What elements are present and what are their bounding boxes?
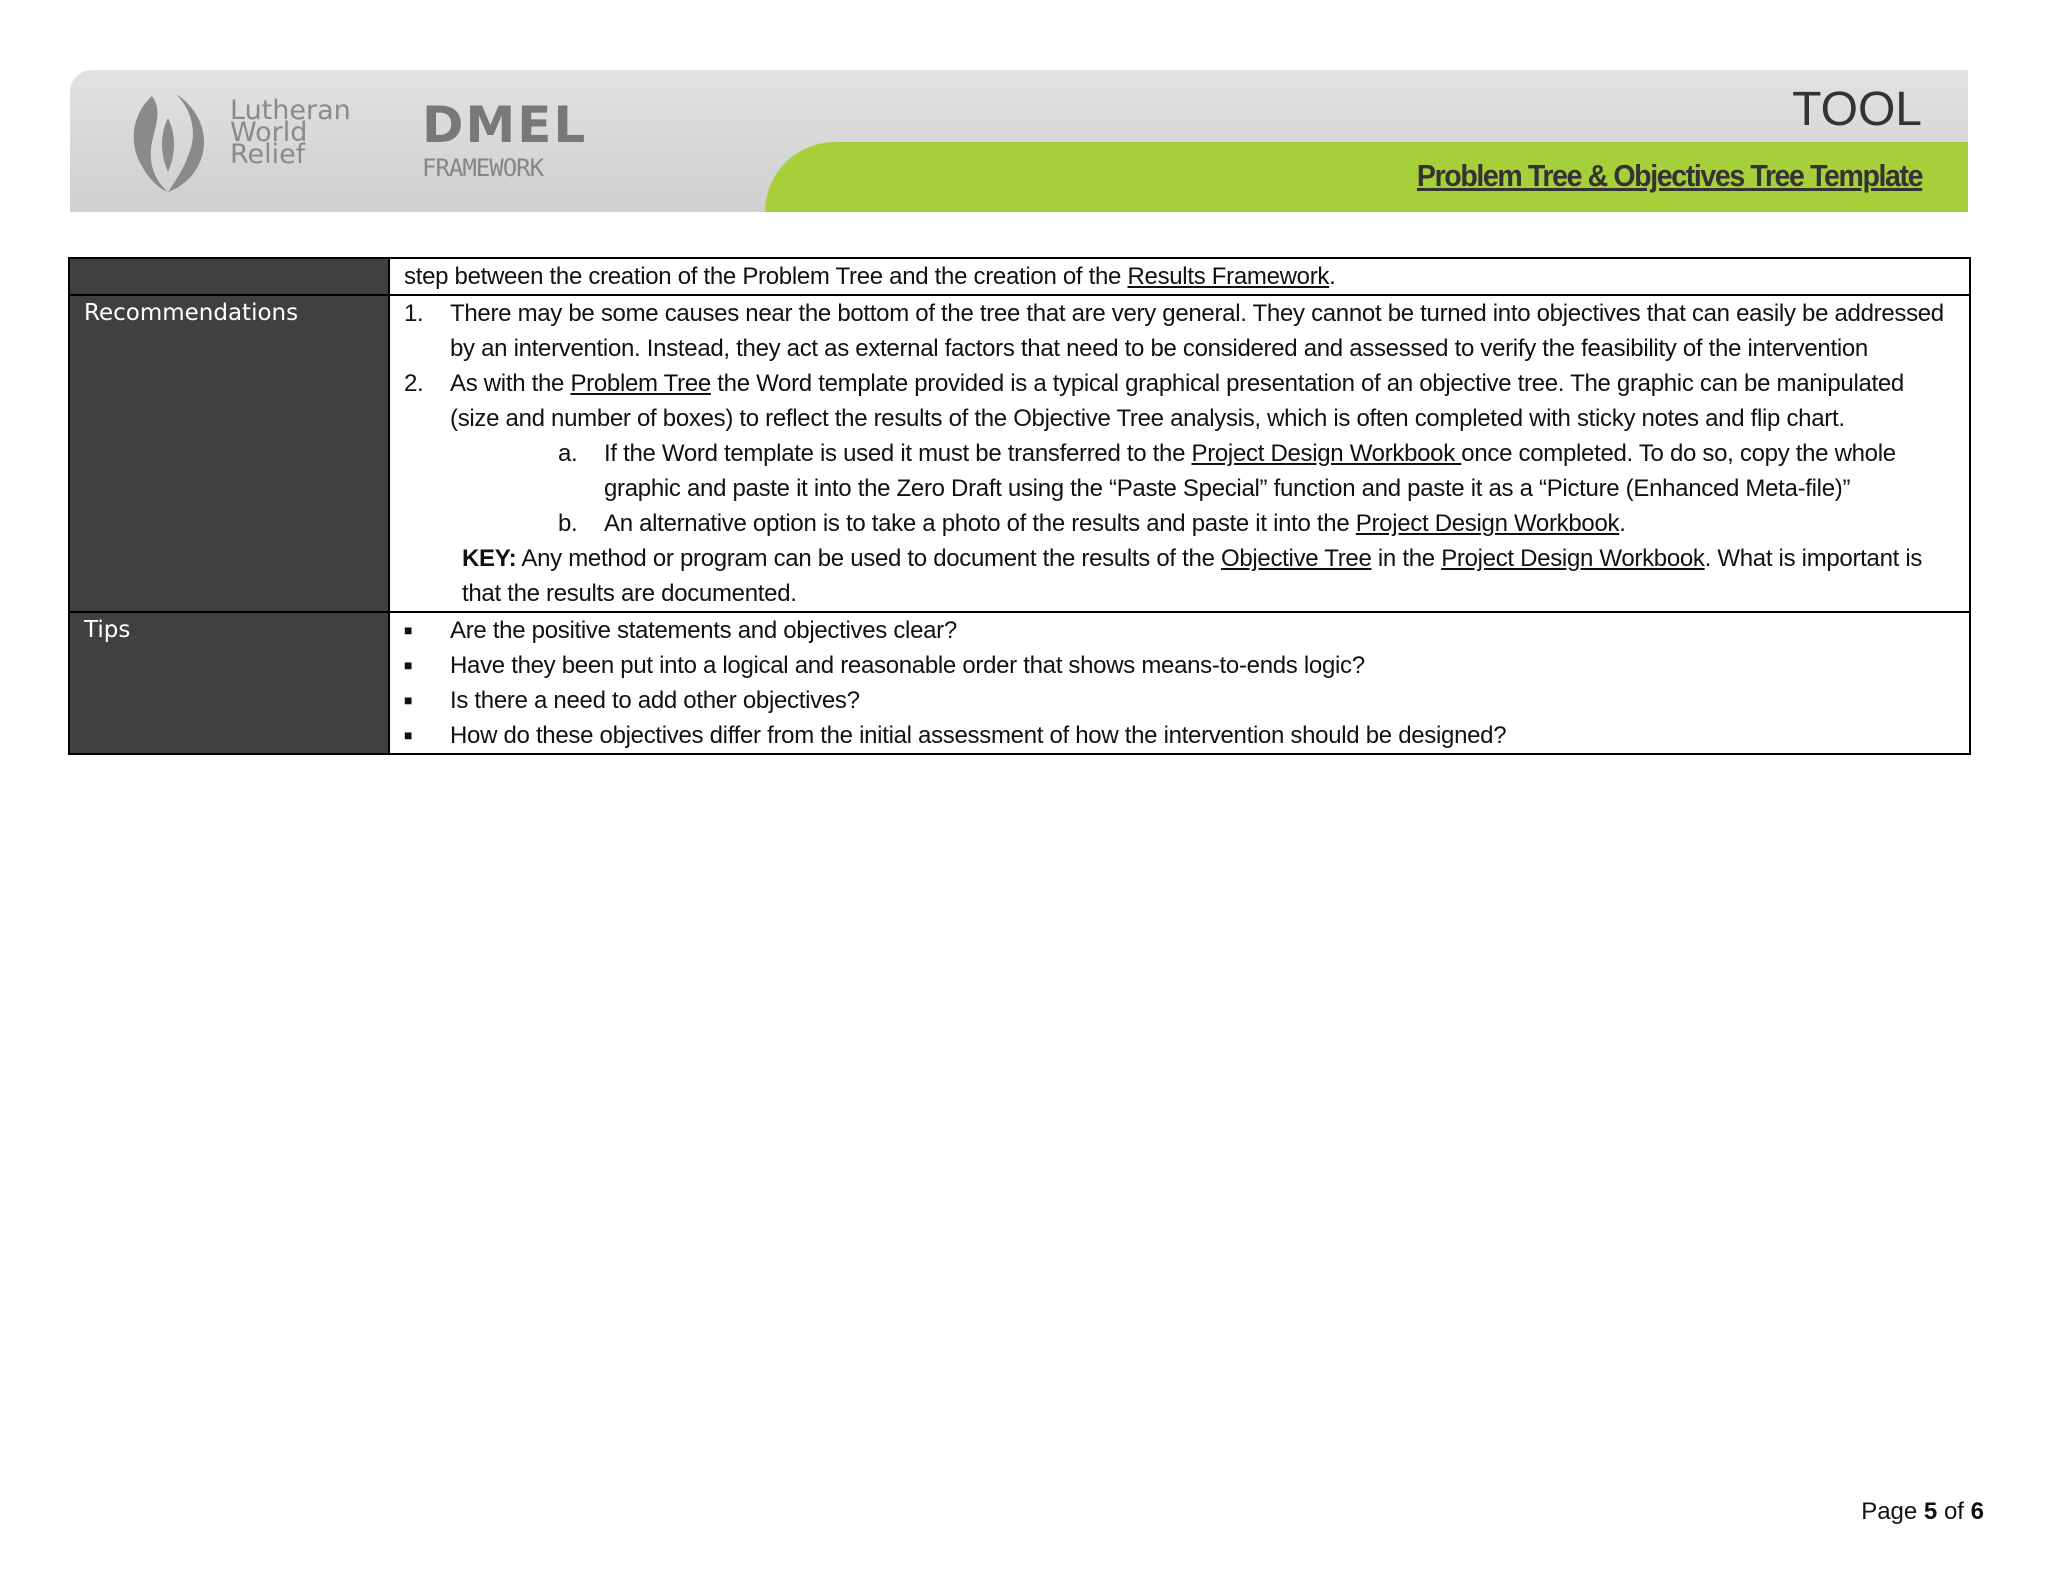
subitem-text-post: once completed. To do so, copy the whole graphic and paste it into the Zero Draft using the “Paste Special” function and paste it as a “Picture (Enhanced Meta-file)”: [604, 440, 1896, 502]
item-marker: 1.: [404, 300, 424, 327]
problem-tree-link[interactable]: Problem Tree: [570, 370, 711, 397]
key-text-pre: Any method or program can be used to document the results of the: [516, 545, 1221, 572]
label-cell-empty: [69, 258, 389, 295]
key-label: KEY:: [462, 545, 517, 572]
key-text-mid: in the: [1371, 545, 1442, 572]
tip-text: Have they been put into a logical and reasonable order that shows means-to-ends logic?: [450, 652, 1365, 679]
tips-cell: [389, 612, 1970, 754]
content-table: [68, 257, 1971, 755]
subitem-text-pre: An alternative option is to take a photo of the results and paste it into the: [604, 510, 1356, 537]
logo-line-relief: Relief: [230, 139, 306, 170]
tip-text: Is there a need to add other objectives?: [450, 687, 860, 714]
tip-text: How do these objectives differ from the initial assessment of how the intervention should be designed?: [450, 722, 1507, 749]
tip-text: Are the positive statements and objectives clear?: [450, 617, 957, 644]
recommendations-label: Recommendations: [69, 295, 389, 612]
framework-title: FRAMEWORK: [422, 154, 544, 182]
current-page: 5: [1923, 1498, 1938, 1525]
square-bullet-icon: ■: [404, 657, 413, 673]
tip-item: [404, 718, 1955, 753]
square-bullet-icon: ■: [404, 727, 413, 743]
subitem-marker: a.: [558, 440, 578, 467]
logo-line-world: World: [230, 117, 308, 148]
key-text-post: . What is important is that the results are documented.: [462, 545, 1923, 607]
tip-item: [404, 648, 1955, 683]
item-text-post: the Word template provided is a typical graphical presentation of an objective tree. The graphic can be manipulated (size and number of boxes) to reflect the results of the Objective Tree analysis, which is often completed with sticky notes and flip chart.: [450, 370, 1904, 432]
header-banner: [70, 70, 1968, 212]
subitem-marker: b.: [558, 510, 578, 537]
continuation-end: .: [1329, 263, 1336, 290]
square-bullet-icon: ■: [404, 692, 413, 708]
tip-item: [404, 683, 1955, 718]
page-word: Page: [1861, 1498, 1924, 1525]
logo-wordmark: [230, 95, 351, 170]
tip-item: [404, 613, 1955, 648]
dmel-title: DMEL: [422, 96, 588, 154]
objective-tree-link[interactable]: Objective Tree: [1220, 545, 1372, 572]
continuation-text: step between the creation of the Problem Tree and the creation of the: [404, 263, 1128, 290]
table-row-continuation: [69, 258, 1970, 295]
tool-label: TOOL: [1792, 83, 1922, 136]
recommendation-item-1: [404, 296, 1955, 366]
key-note: [404, 541, 1955, 611]
tips-label: Tips: [69, 612, 389, 754]
results-framework-link[interactable]: Results Framework: [1127, 263, 1330, 290]
item-marker: 2.: [404, 370, 424, 397]
page-number: [1861, 1498, 1984, 1526]
of-word: of: [1937, 1498, 1971, 1525]
project-design-workbook-link[interactable]: Project Design Workbook: [1191, 440, 1462, 467]
lutheran-world-relief-flame-icon: [118, 88, 218, 198]
project-design-workbook-link[interactable]: Project Design Workbook: [1441, 545, 1705, 572]
table-row-tips: [69, 612, 1970, 754]
project-design-workbook-link[interactable]: Project Design Workbook: [1355, 510, 1620, 537]
item-text-pre: As with the: [450, 370, 571, 397]
recommendation-subitem-a: [404, 436, 1955, 506]
logo-line-lutheran: Lutheran: [230, 95, 351, 126]
table-row-recommendations: [69, 295, 1970, 612]
recommendation-item-2: [404, 366, 1955, 436]
document-subtitle: Problem Tree & Objectives Tree Template: [1416, 158, 1922, 193]
item-text: There may be some causes near the bottom of the tree that are very general. They cannot be turned into objectives that can easily be addressed by an intervention. Instead, they act as external factors that need to be considered and assessed to verify the feasibility of the intervention: [450, 300, 1944, 362]
subitem-text-post: .: [1619, 510, 1626, 537]
total-pages: 6: [1970, 1498, 1984, 1525]
continuation-cell: [389, 258, 1970, 295]
subitem-text-pre: If the Word template is used it must be transferred to the: [604, 440, 1192, 467]
recommendation-subitem-b: [404, 506, 1955, 541]
recommendations-cell: [389, 295, 1970, 612]
square-bullet-icon: ■: [404, 622, 413, 638]
